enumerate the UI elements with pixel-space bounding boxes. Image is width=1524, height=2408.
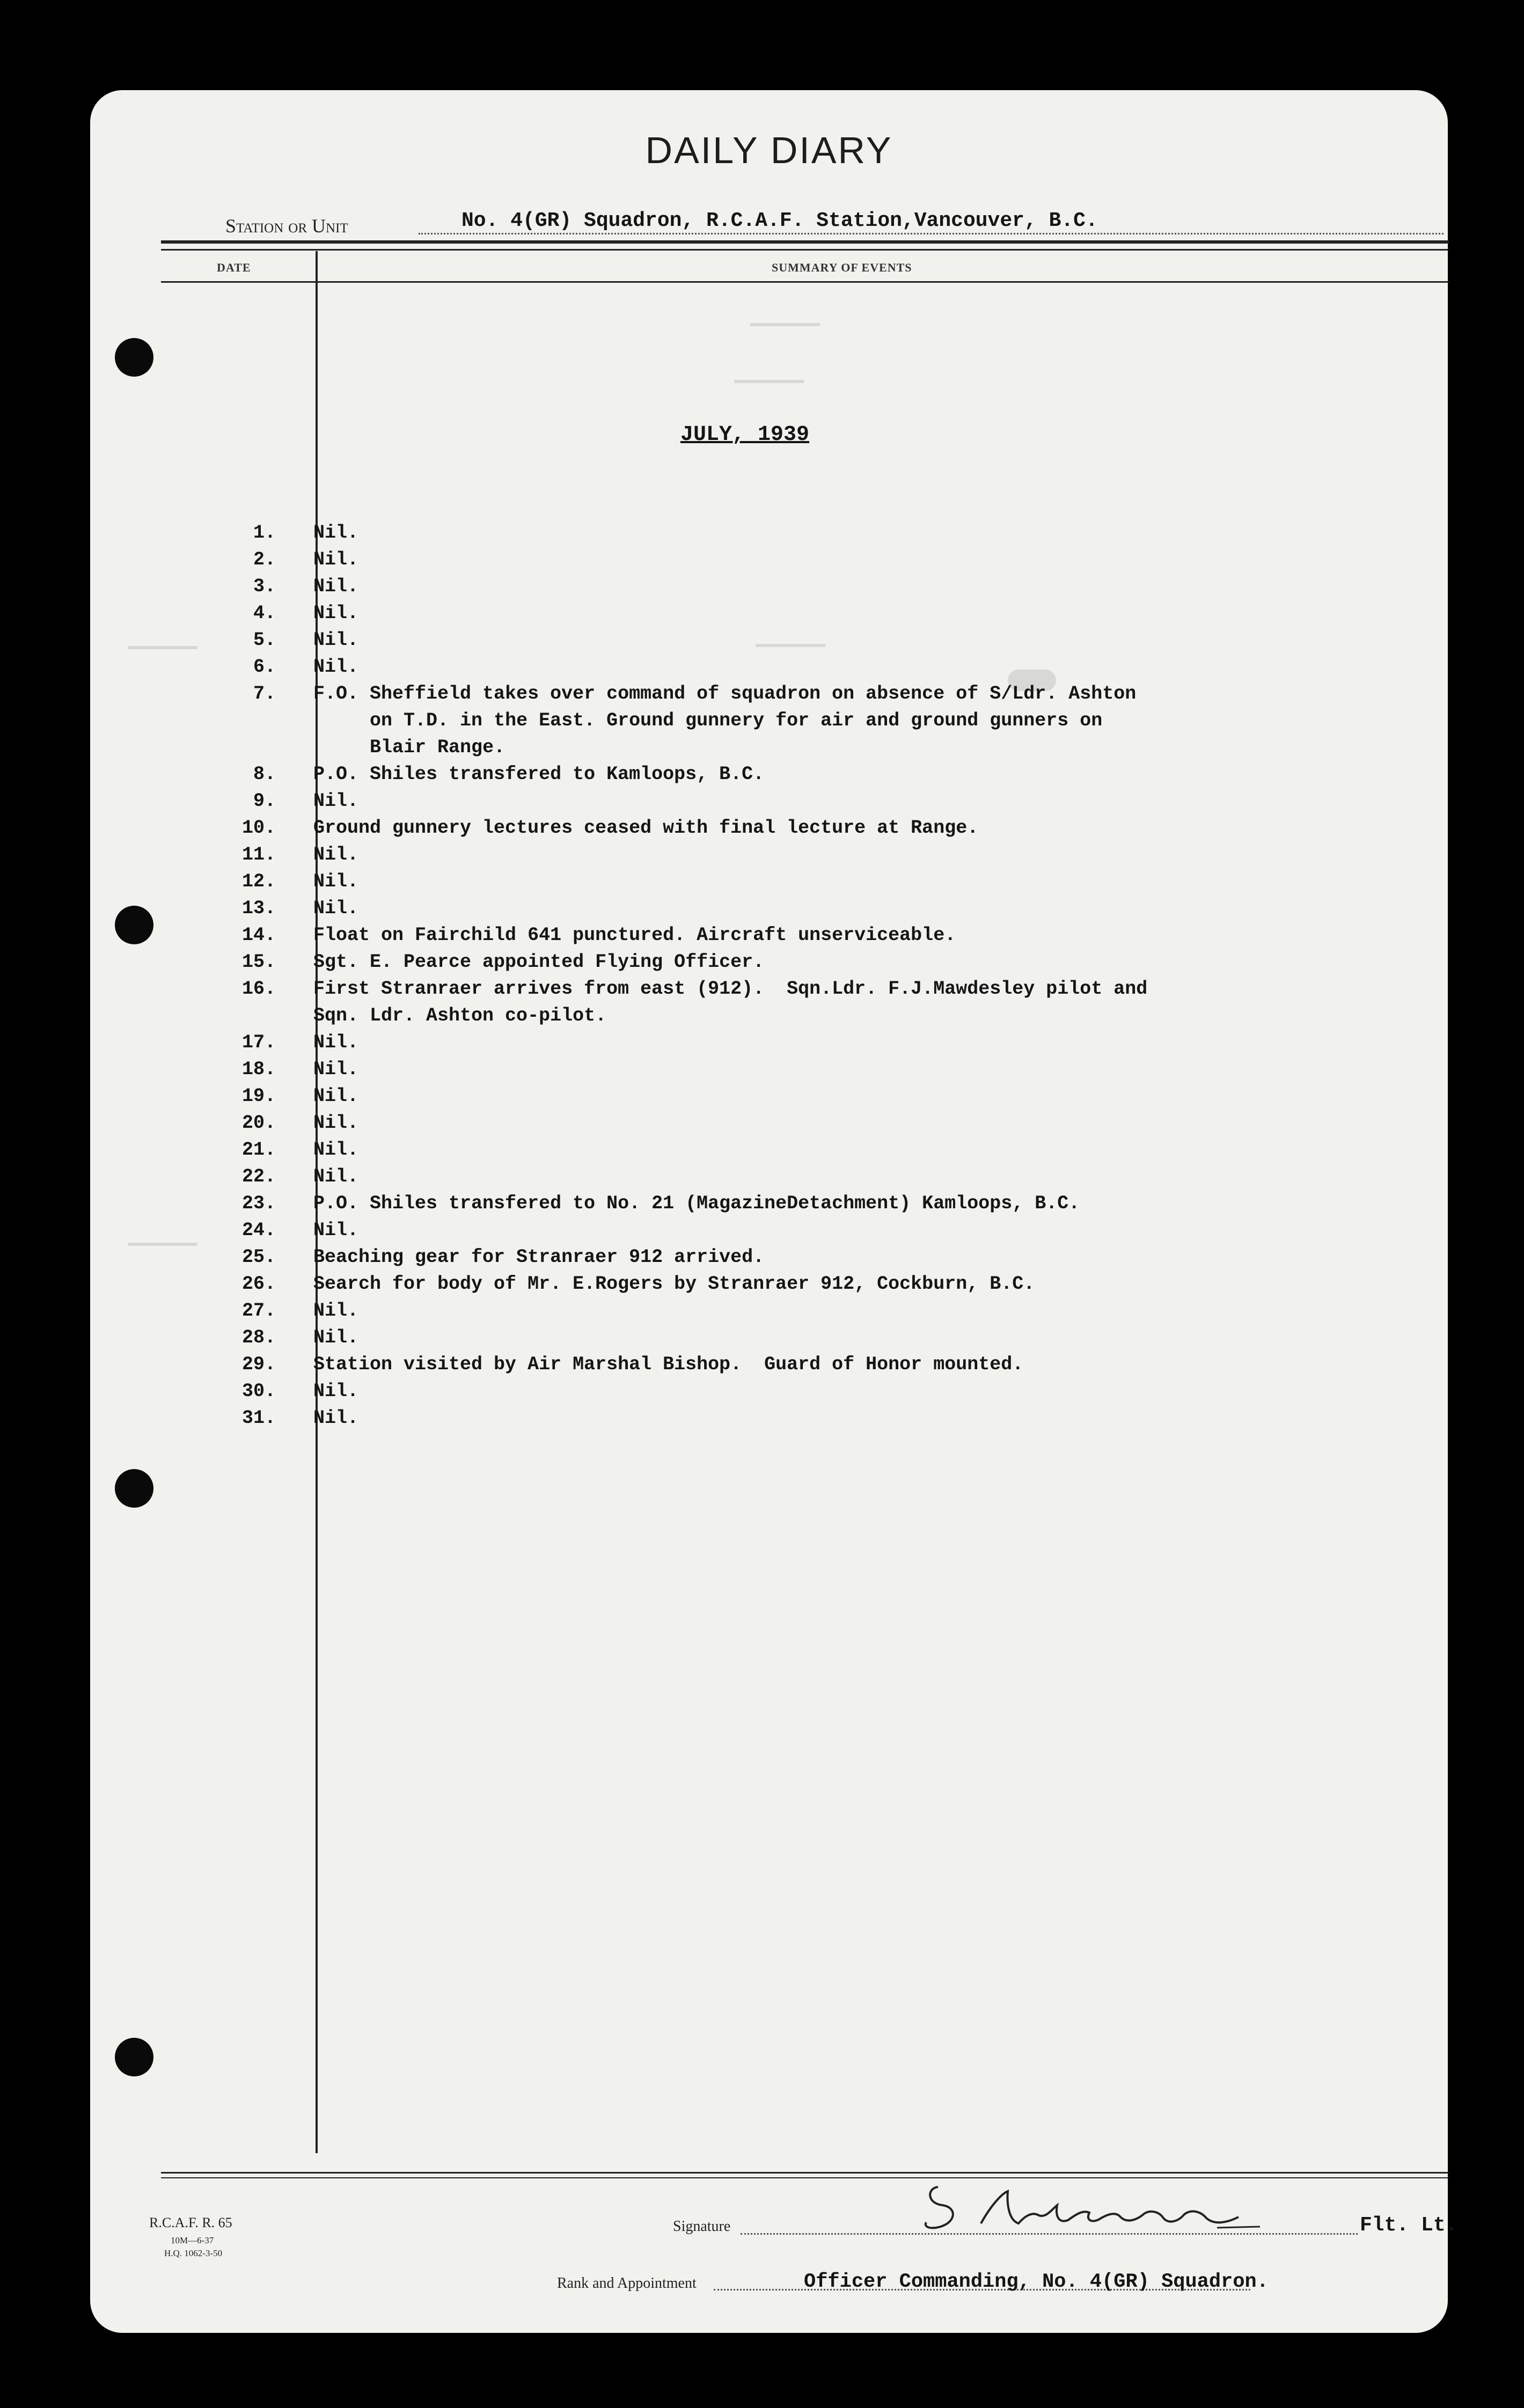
diary-entry — [90, 1244, 1448, 1271]
entry-date: 1. — [253, 522, 276, 544]
diary-entry — [90, 814, 1448, 841]
entry-text: First Stranraer arrives from east (912). Sqn.Ldr. F.J.Mawdesley pilot and Sqn. Ldr. Ashton co-pilot. — [313, 978, 1148, 1026]
diary-entry — [90, 1136, 1448, 1163]
entry-text: Nil. — [313, 1139, 359, 1161]
entry-date: 14. — [241, 924, 276, 946]
entry-text: Nil. — [313, 790, 359, 812]
entry-text: Nil. — [313, 656, 359, 678]
form-code: R.C.A.F. R. 65 — [149, 2215, 232, 2230]
entry-text: Nil. — [313, 1407, 359, 1429]
entry-date: 4. — [253, 603, 276, 624]
punch-hole — [115, 338, 153, 377]
entry-date: 12. — [241, 871, 276, 892]
diary-entry — [90, 1083, 1448, 1110]
station-label: Station or Unit — [225, 215, 348, 237]
date-column-header: DATE — [217, 261, 251, 274]
entry-date: 20. — [241, 1112, 276, 1134]
entry-date: 8. — [253, 763, 276, 785]
entry-text: Nil. — [313, 844, 359, 865]
diary-entry — [90, 1405, 1448, 1431]
entry-date: 17. — [241, 1032, 276, 1053]
diary-entry — [90, 1056, 1448, 1083]
diary-entry — [90, 1351, 1448, 1378]
entry-date: 31. — [241, 1407, 276, 1429]
entry-text: Nil. — [313, 1327, 359, 1348]
entry-date: 25. — [241, 1246, 276, 1268]
entry-date: 21. — [241, 1139, 276, 1161]
diary-entry — [90, 1378, 1448, 1405]
diary-entry — [90, 1217, 1448, 1244]
header-rule — [161, 240, 1449, 244]
entry-text: Nil. — [313, 1112, 359, 1134]
diary-entry — [90, 627, 1448, 654]
page-title: DAILY DIARY — [645, 129, 893, 171]
diary-entry — [90, 573, 1448, 600]
entry-date: 5. — [253, 629, 276, 651]
entry-text: Nil. — [313, 629, 359, 651]
signature-label: Signature — [673, 2218, 731, 2235]
rank-value: Officer Commanding, No. 4(GR) Squadron. — [804, 2271, 1269, 2293]
entry-date: 24. — [241, 1220, 276, 1241]
diary-entry — [90, 841, 1448, 868]
entry-text: Nil. — [313, 1166, 359, 1187]
diary-entry — [90, 1029, 1448, 1056]
diary-entry — [90, 600, 1448, 627]
entry-date: 3. — [253, 576, 276, 597]
punch-hole — [115, 2038, 153, 2076]
entry-text: Nil. — [313, 549, 359, 570]
diary-entry — [90, 654, 1448, 680]
entry-date: 26. — [241, 1273, 276, 1295]
diary-entry — [90, 922, 1448, 949]
diary-entry — [90, 680, 1448, 761]
entry-date: 7. — [253, 683, 276, 704]
entry-date: 29. — [241, 1354, 276, 1375]
faint-mark — [734, 380, 804, 383]
entry-date: 9. — [253, 790, 276, 812]
entry-text: Nil. — [313, 898, 359, 919]
diary-entry — [90, 1163, 1448, 1190]
punch-hole — [115, 1469, 153, 1508]
diary-entry — [90, 1271, 1448, 1297]
entry-date: 6. — [253, 656, 276, 678]
diary-entry — [90, 895, 1448, 922]
form-hq-code: H.Q. 1062-3-50 — [164, 2248, 223, 2258]
station-dotted-line — [419, 233, 1444, 234]
entry-date: 18. — [241, 1059, 276, 1080]
diary-entry — [90, 949, 1448, 975]
entry-date: 15. — [241, 951, 276, 973]
entry-text: P.O. Shiles transfered to No. 21 (MagazineDetachment) Kamloops, B.C. — [313, 1193, 1080, 1214]
entry-date: 16. — [241, 978, 276, 1000]
month-heading: JULY, 1939 — [680, 423, 810, 447]
station-value: No. 4(GR) Squadron, R.C.A.F. Station,Vancouver, B.C. — [461, 209, 1098, 232]
entry-text: Float on Fairchild 641 punctured. Aircraft unserviceable. — [313, 924, 956, 946]
entry-date: 22. — [241, 1166, 276, 1187]
diary-entry — [90, 519, 1448, 546]
entry-text: Station visited by Air Marshal Bishop. Guard of Honor mounted. — [313, 1354, 1024, 1375]
diary-entry — [90, 1110, 1448, 1136]
entry-text: Search for body of Mr. E.Rogers by Stranraer 912, Cockburn, B.C. — [313, 1273, 1035, 1295]
entry-date: 23. — [241, 1193, 276, 1214]
entry-text: Nil. — [313, 871, 359, 892]
header-rule-thin — [161, 249, 1449, 251]
entry-text: Nil. — [313, 603, 359, 624]
entry-text: Nil. — [313, 1085, 359, 1107]
entry-text: P.O. Shiles transfered to Kamloops, B.C. — [313, 763, 765, 785]
entry-text: F.O. Sheffield takes over command of squadron on absence of S/Ldr. Ashton on T.D. in the East. Ground gunnery for air and ground gunners on Blair Range. — [313, 683, 1137, 758]
diary-entries — [90, 519, 1448, 1431]
diary-entry — [90, 788, 1448, 814]
entry-text: Sgt. E. Pearce appointed Flying Officer. — [313, 951, 765, 973]
diary-entry — [90, 546, 1448, 573]
entry-text: Nil. — [313, 1381, 359, 1402]
diary-entry — [90, 1324, 1448, 1351]
summary-column-header: SUMMARY OF EVENTS — [772, 261, 912, 274]
entry-text: Nil. — [313, 1220, 359, 1241]
signature-rank: Flt. Lt. — [1360, 2214, 1458, 2237]
form-print-code: 10M—6-37 — [171, 2235, 214, 2245]
rank-label: Rank and Appointment — [557, 2275, 697, 2292]
diary-entry — [90, 1297, 1448, 1324]
entry-date: 13. — [241, 898, 276, 919]
entry-text: Nil. — [313, 1300, 359, 1322]
entry-date: 2. — [253, 549, 276, 570]
entry-text: Ground gunnery lectures ceased with final lecture at Range. — [313, 817, 979, 839]
entry-date: 11. — [241, 844, 276, 865]
entry-text: Nil. — [313, 1032, 359, 1053]
entry-text: Nil. — [313, 576, 359, 597]
entry-date: 30. — [241, 1381, 276, 1402]
entry-text: Nil. — [313, 522, 359, 544]
diary-entry — [90, 975, 1448, 1029]
entry-date: 28. — [241, 1327, 276, 1348]
diary-entry — [90, 1190, 1448, 1217]
entry-text: Beaching gear for Stranraer 912 arrived. — [313, 1246, 765, 1268]
diary-entry — [90, 761, 1448, 788]
entry-text: Nil. — [313, 1059, 359, 1080]
entry-date: 10. — [241, 817, 276, 839]
faint-mark — [750, 323, 820, 326]
entry-date: 27. — [241, 1300, 276, 1322]
diary-page — [90, 90, 1458, 2333]
column-header-rule — [161, 281, 1449, 283]
diary-entry — [90, 868, 1448, 895]
entry-date: 19. — [241, 1085, 276, 1107]
handwritten-signature — [917, 2172, 1292, 2242]
